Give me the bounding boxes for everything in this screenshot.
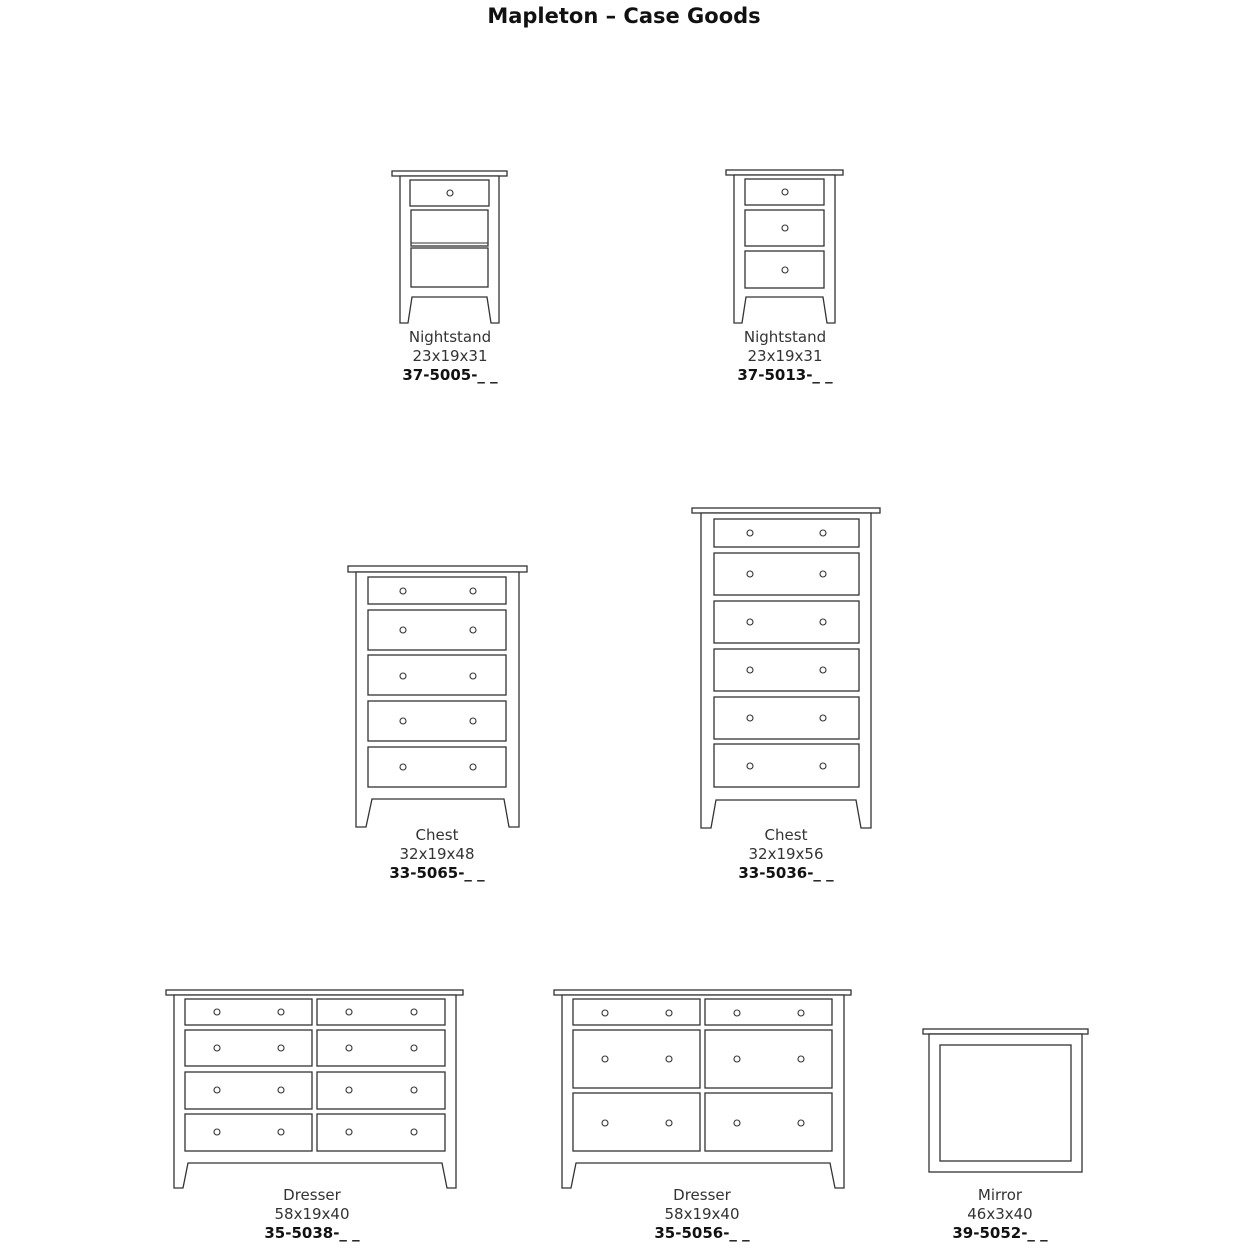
item-name: Nightstand [743, 328, 827, 346]
item-dimensions: 32x19x48 [399, 845, 475, 863]
page-title: Mapleton – Case Goods [487, 4, 761, 28]
item-name: Nightstand [408, 328, 492, 346]
item-dimensions: 32x19x56 [748, 845, 824, 863]
nightstand-5005-drawing [392, 171, 507, 323]
item-name: Chest [764, 826, 808, 844]
item-dimensions: 46x3x40 [967, 1205, 1033, 1223]
item-dimensions: 23x19x31 [747, 347, 823, 365]
item-name: Dresser [283, 1186, 341, 1204]
chest-5036-drawing [692, 508, 880, 828]
item-dimensions: 58x19x40 [664, 1205, 740, 1223]
item-code: 35-5056-_ _ [654, 1224, 750, 1242]
item-name: Dresser [673, 1186, 731, 1204]
nightstand-5013-drawing [726, 170, 843, 323]
item-code: 33-5036-_ _ [738, 864, 834, 882]
item-code: 37-5005-_ _ [402, 366, 498, 384]
mirror-5052-drawing [923, 1029, 1088, 1172]
item-code: 39-5052-_ _ [952, 1224, 1048, 1242]
item-dimensions: 23x19x31 [412, 347, 488, 365]
item-dimensions: 58x19x40 [274, 1205, 350, 1223]
item-name: Mirror [977, 1186, 1023, 1204]
item-code: 33-5065-_ _ [389, 864, 485, 882]
dresser-5038-drawing [166, 990, 463, 1188]
item-code: 35-5038-_ _ [264, 1224, 360, 1242]
dresser-5056-drawing [554, 990, 851, 1188]
item-name: Chest [415, 826, 459, 844]
item-code: 37-5013-_ _ [737, 366, 833, 384]
chest-5065-drawing [348, 566, 527, 827]
